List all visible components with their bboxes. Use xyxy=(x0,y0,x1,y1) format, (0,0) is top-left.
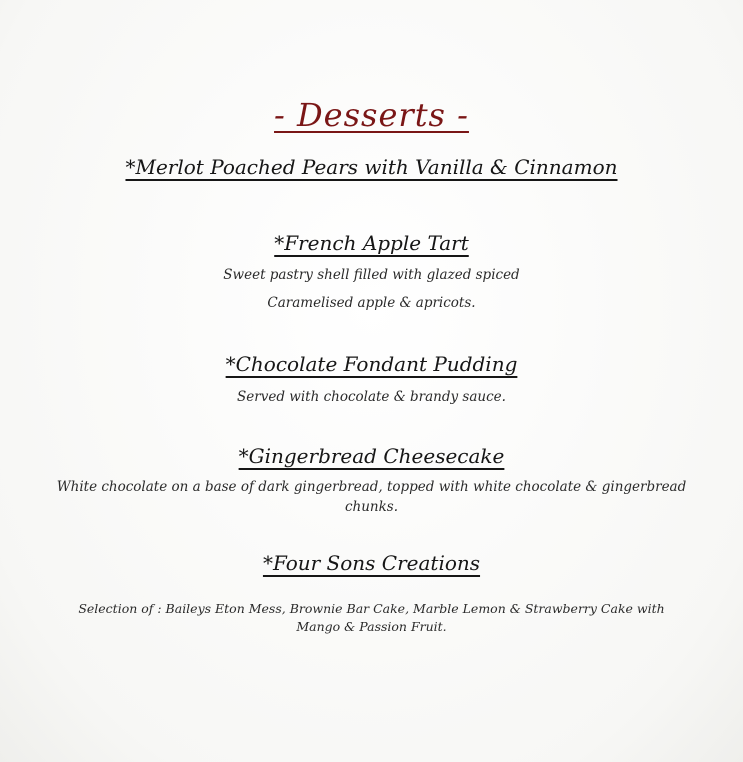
menu-item-chocolate-fondant-pudding xyxy=(0,352,743,376)
menu-item-name: *Merlot Poached Pears with Vanilla & Cinnamon xyxy=(125,155,618,179)
description-line: Sweet pastry shell filled with glazed spiced xyxy=(223,267,520,283)
menu-item-four-sons-creations xyxy=(0,551,743,575)
menu-item-name: *Chocolate Fondant Pudding xyxy=(225,352,518,376)
menu-item-name: *Four Sons Creations xyxy=(262,551,481,575)
menu-item-name: *French Apple Tart xyxy=(274,231,469,255)
description-line: chunks. xyxy=(344,498,399,515)
menu-item-description xyxy=(0,388,743,408)
menu-item-description xyxy=(20,600,723,636)
menu-item-french-apple-tart xyxy=(0,231,743,255)
menu-item-merlot-poached-pears xyxy=(0,155,743,179)
menu-title-text: - Desserts - xyxy=(274,96,469,134)
description-line: Selection of : Baileys Eton Mess, Brownie Bar Cake, Marble Lemon & Strawberry Cake with xyxy=(78,601,665,616)
description-line: Served with chocolate & brandy sauce. xyxy=(237,389,506,405)
menu-item-description xyxy=(0,266,743,313)
description-line: Mango & Passion Fruit. xyxy=(296,619,447,635)
menu-item-description xyxy=(10,478,733,517)
menu-item-name: *Gingerbread Cheesecake xyxy=(238,444,505,468)
description-line: White chocolate on a base of dark gingerbread, topped with white chocolate & gingerbread xyxy=(56,479,687,495)
menu-title xyxy=(0,96,743,134)
menu-item-gingerbread-cheesecake xyxy=(0,444,743,468)
description-line: Caramelised apple & apricots. xyxy=(267,294,476,311)
